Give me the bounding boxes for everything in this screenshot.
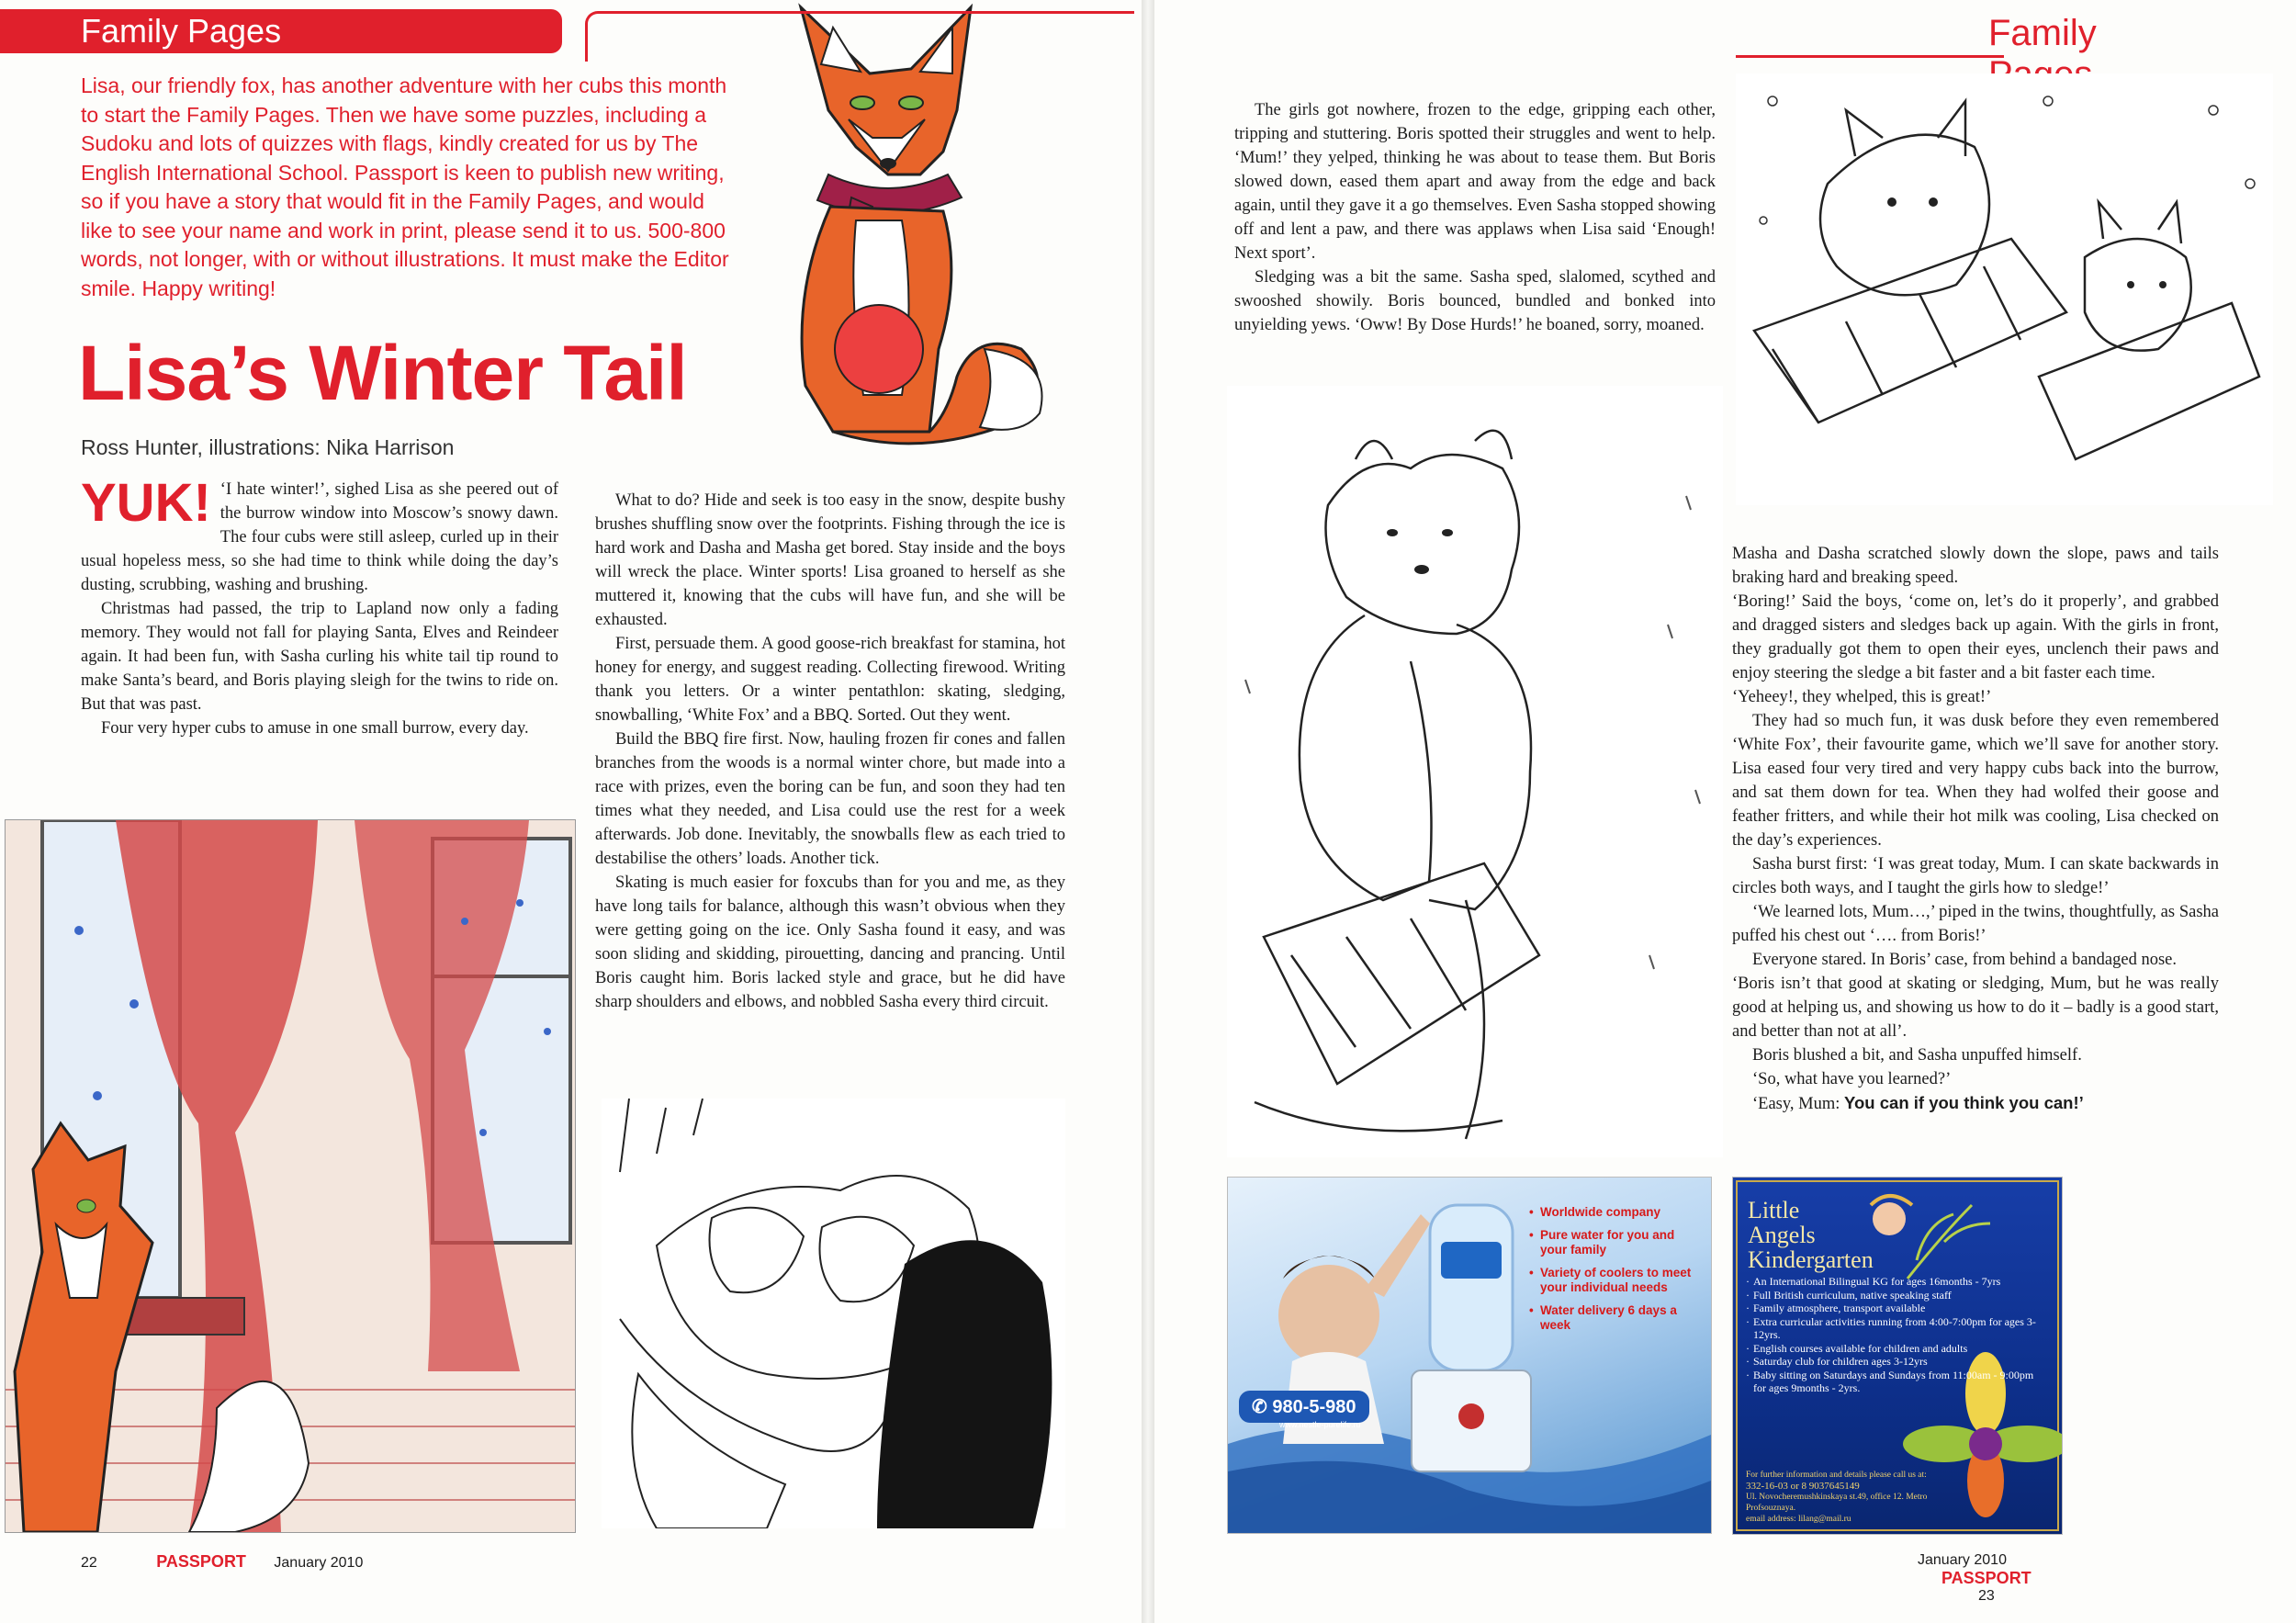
paragraph: Four very hyper cubs to amuse in one small burrow, every day. <box>101 719 529 738</box>
sledging-cubs-illustration <box>1736 73 2273 505</box>
dropcap: YUK! <box>81 473 211 533</box>
kindergarten-features <box>1746 1275 2049 1395</box>
story-column-4 <box>1732 542 2219 1116</box>
intro-text: Lisa, our friendly fox, has another adventure with her cubs this month to start the Family Pages. Then we have some puzzles, including a Sudoku and lots of quizzes with flags, kindly created for us by The English International School. Passport is keen to publish new writing, so if you have a story that would fit in the Family Pages, and would like to see your name and work in print, please send it to us. 500-800 words, not longer, with or without illustrations. It must make the Editor smile. Happy writing! <box>81 73 729 300</box>
paragraph: ‘Boris isn’t that good at skating or sledging, Mum, but he was really good at helping us, and showing us how to do it – badly is a good start, and better than not at all’. <box>1732 975 2219 1041</box>
paragraph: Christmas had passed, the trip to Lapland now only a fading memory. They would not fall for playing Santa, Elves and Reindeer again. It had been fun, with Sasha curling his white tail tip round to make Santa’s beard, and Boris playing sleigh for the twins to ride on. But that was past. <box>81 600 558 714</box>
feature-item: • Water delivery 6 days a week <box>1529 1303 1704 1333</box>
twins-sledge-illustration <box>1227 386 1723 1157</box>
kg-item: · Extra curricular activities running from 4:00-7:00pm for ages 3-12yrs. <box>1746 1315 2049 1342</box>
byline: Ross Hunter, illustrations: Nika Harrison <box>81 435 455 459</box>
paragraph: Sledging was a bit the same. Sasha sped, slalomed, scythed and swooshed showily. Boris bounced, bundled and bonked into unyielding yews. ‘Oww! By Dose Hurds!’ he boaned, sorry, moaned. <box>1234 268 1716 334</box>
paragraph: First, persuade them. A good goose-rich breakfast for stamina, hot honey for energy, and suggest reading. Collecting firewood. Writing thank you letters. Or a winter pentathlon: skating, sledging, snowballing, ‘White Fox’ and a BBQ. Sorted. Out they went. <box>595 635 1065 725</box>
water-features-list <box>1529 1205 1704 1341</box>
story-title: Lisa’s Winter Tail <box>78 330 687 416</box>
paragraph: ‘We learned lots, Mum…,’ piped in the twins, thoughtfully, as Sasha puffed his chest out ‘…. from Boris!’ <box>1732 903 2219 945</box>
water-advertisement <box>1227 1177 1712 1534</box>
paragraph: Sasha burst first: ‘I was great today, Mum. I can skate backwards in circles both ways, and I taught the girls how to sledge!’ <box>1732 855 2219 897</box>
paragraph: Everyone stared. In Boris’ case, from behind a bandaged nose. <box>1752 951 2177 969</box>
feature-item: • Worldwide company <box>1529 1205 1704 1220</box>
brand-name: PASSPORT <box>156 1552 246 1571</box>
brand-name: PASSPORT <box>1941 1569 2032 1587</box>
kg-item: · English courses available for children and adults <box>1746 1342 2049 1356</box>
page-number: 22 <box>81 1555 97 1571</box>
paragraph: ‘So, what have you learned?’ <box>1752 1070 1952 1088</box>
paragraph: ‘Yeheey!, they whelped, this is great!’ <box>1732 688 1992 706</box>
section-header-right <box>585 11 1134 62</box>
feature-item: • Pure water for you and your family <box>1529 1228 1704 1257</box>
kg-item: · Baby sitting on Saturdays and Sundays from 11:00am - 9:00pm for ages 9months - 2yrs. <box>1746 1369 2049 1395</box>
paragraph: What to do? Hide and seek is too easy in the snow, despite bushy brushes shuffling snow over the footprints. Fishing through the ice is hard work and Dasha and Masha get bored. Stay inside and the boys will wreck the place. Winter sports! Lisa groaned to herself as she muttered it, knowing that the cubs will have fun, and she will be exhausted. <box>595 491 1065 629</box>
section-title-right: Family <box>1988 13 2097 53</box>
kg-item: · Saturday club for children ages 3-12yrs <box>1746 1355 2049 1369</box>
kindergarten-contact: For further information and details please call us at: 332-16-03 or 8 9037645149 Ul. Novocheremushkinskaya st.49, office 12. Metro Profsouznaya. email address: lilang@mail.ru <box>1746 1470 1975 1525</box>
section-title: Family Pages <box>81 12 282 50</box>
phone-icon: ✆ <box>1252 1397 1273 1417</box>
kg-email[interactable]: email address: lilang@mail.ru <box>1746 1515 1851 1524</box>
kg-item: · An International Bilingual KG for ages 16months - 7yrs <box>1746 1275 2049 1289</box>
kindergarten-title: Little Angels Kindergarten <box>1748 1197 1874 1273</box>
closing-moral: You can if you think you can!’ <box>1844 1093 2084 1112</box>
feature-item: • Variety of coolers to meet your individual needs <box>1529 1266 1704 1295</box>
paragraph: YUK! ‘I hate winter!’, sighed Lisa as she peered out of the burrow window into Moscow’s snowy dawn. The four cubs were still asleep, curled up in their usual hopeless mess, so she had time to think while doing the day’s dusting, scrubbing, washing and brushing. <box>81 473 558 594</box>
paragraph: They had so much fun, it was dusk before they even remembered ‘White Fox’, their favourite game, which we’ll save for another story. Lisa eased four very tired and very happy cubs back into the burrow, and sat them down for tea. When they had wolfed their goose and feather fritters, and while their hot milk was cooling, Lisa checked on the day’s experiences. <box>1732 712 2219 850</box>
kindergarten-advertisement <box>1732 1177 2063 1535</box>
paragraph: ‘Easy, Mum: You can if you think you can!’ <box>1752 1093 2084 1113</box>
story-column-3 <box>1234 98 1716 337</box>
section-header-rule <box>1736 55 2004 58</box>
phone-number[interactable]: ✆ 980-5-980 <box>1239 1391 1369 1423</box>
footer-right <box>1918 1552 2032 1605</box>
issue-date: January 2010 <box>274 1555 364 1571</box>
paragraph: Skating is much easier for foxcubs than for you and me, as they have long tails for balance, although this wasn’t obvious when they were getting going on the ice. Only Sasha found it easy, and was soon sliding and skidding, pirouetting, dancing and prancing. Until Boris caught him. Boris lacked style and grace, but he did have sharp shoulders and elbows, and nobbled Sasha every third circuit. <box>595 873 1065 1011</box>
paragraph: The girls got nowhere, frozen to the edge, gripping each other, tripping and stuttering. Boris spotted their struggles and went to help. ‘Mum!’ they yelped, thinking he was about to tease them. But Boris slowed down, eased them apart and away from the edge and back again, until they gave it a go themselves. Even Sasha stopped showing off and lent a paw, and there was applaws when Lisa said ‘Enough! Next sport’. <box>1234 101 1716 263</box>
paragraph: ‘Boring!’ Said the boys, ‘come on, let’s do it properly’, and grabbed and dragged sisters and sledges back up again. With the girls in front, they gradually got them to open their eyes, unclench their paws and enjoy steering the sledge a bit faster and a bit faster each time. <box>1732 592 2219 682</box>
page-number: 23 <box>1978 1588 1995 1604</box>
paragraph: Boris blushed a bit, and Sasha unpuffed himself. <box>1752 1046 2082 1065</box>
paragraph: Masha and Dasha scratched slowly down the slope, paws and tails braking hard and breaking speed. <box>1732 545 2219 587</box>
website-link[interactable]: www.nestle-purelife.ru <box>1279 1420 1361 1429</box>
paragraph: Build the BBQ fire first. Now, hauling frozen fir cones and fallen branches from the woods is a normal winter chore, but made into a race with prizes, even the boring can be fun, and soon they had ten times what they needed, and Lisa could use the rest for a week afterwards. Job done. Inevitably, the snowballs flew as each tried to destabilise the others’ loads. Another tick. <box>595 730 1065 868</box>
kg-item: · Full British curriculum, native speaking staff <box>1746 1289 2049 1302</box>
gutter <box>1142 0 1154 1623</box>
kg-item: · Family atmosphere, transport available <box>1746 1302 2049 1315</box>
issue-date: January 2010 <box>1918 1552 2007 1568</box>
kg-phone[interactable]: 332-16-03 or 8 9037645149 <box>1746 1481 1860 1492</box>
